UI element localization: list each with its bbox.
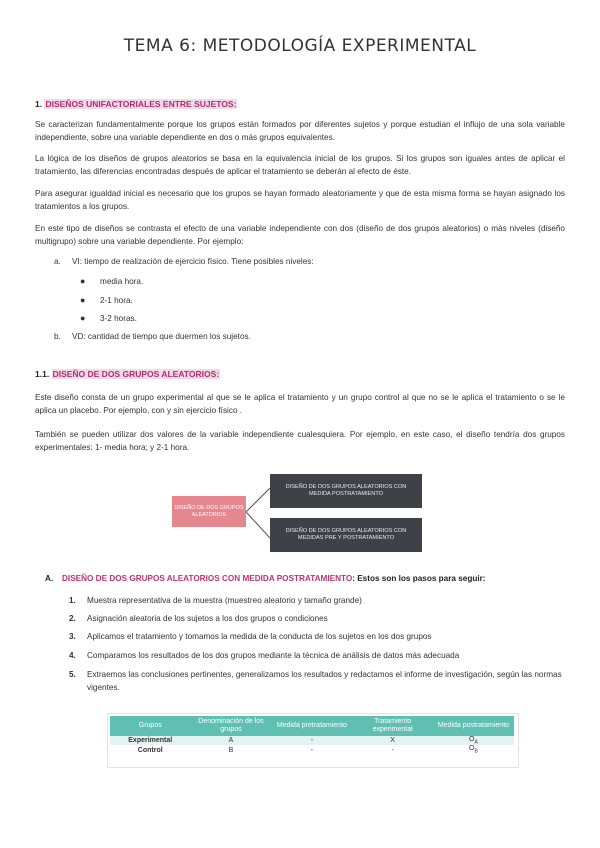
table-cell: - (352, 745, 433, 754)
table-header-cell: Medida pretratamiento (271, 716, 352, 736)
section-1-1-heading (35, 369, 220, 379)
measure-symbol: O (469, 736, 475, 743)
section-1-1-paragraph-1: Este diseño consta de un grupo experimental al que se le aplica el tratamiento y un grupo control al que no se le aplica el tratamiento o se le aplica un placebo. Por ejemplo, con y sin ejercicio físico . (35, 393, 565, 415)
step-item (69, 630, 569, 643)
section-1-paragraph-3: Para asegurar igualdad inicial es necesario que los grupos se hayan formado aleatoriamente y que de esta misma forma se hayan asignado los tratamientos a los grupos. (35, 189, 565, 211)
measure-symbol: O (469, 745, 475, 753)
list-item-b (54, 332, 251, 341)
step-number: 2. (69, 614, 76, 623)
list-item-text: VD: cantidad de tiempo que duermen los sujetos. (72, 332, 251, 341)
section-1-number: 1. (35, 99, 43, 109)
step-number: 1. (69, 596, 76, 605)
bullet-text: 2-1 hora. (100, 296, 133, 305)
bullet-icon: ● (80, 295, 86, 305)
list-item-a (54, 257, 314, 266)
list-marker: b. (54, 332, 61, 341)
bullet-text: media hora. (100, 277, 144, 286)
step-number: 3. (69, 632, 76, 641)
section-1-1-number: 1.1. (35, 369, 50, 379)
table-row (110, 745, 514, 754)
table-header-cell: Denominación de los grupos (191, 716, 272, 736)
section-1-1-title: DISEÑO DE DOS GRUPOS ALEATORIOS: (52, 369, 220, 379)
section-1-paragraph-4: En este tipo de diseños se contrasta el efecto de una variable independiente con dos (diseño de dos grupos aleatorios) o más niveles (diseño multigrupo) sobre una variable dependiente. Por ejemplo: (35, 224, 565, 246)
list-marker: a. (54, 257, 61, 266)
subsection-a-marker: A. (45, 574, 54, 583)
step-item (69, 649, 569, 662)
table-cell: Control (110, 745, 191, 754)
table-cell: B (191, 745, 272, 754)
bullet-text: 3-2 horas. (100, 314, 137, 323)
step-text: Muestra representativa de la muestra (muestreo aleatorio y tamaño grande) (87, 596, 362, 605)
measure-subscript: B (474, 748, 478, 755)
table-row (110, 736, 514, 745)
list-item-text: VI: tiempo de realización de ejercicio físico. Tiene posibles niveles: (72, 257, 314, 266)
bullet-item (80, 295, 133, 305)
table-cell (433, 745, 514, 754)
diagram-branch-bottom: DISEÑO DE DOS GRUPOS ALEATORIOS CON MEDIDAS PRE Y POSTRATAMIENTO (270, 518, 422, 552)
section-1-1-paragraph-2: También se pueden utilizar dos valores de la variable independiente cualesquiera. Por ejemplo, en este caso, el diseño tendría dos grupos experimentales: 1- media hora; y 2-1 hora. (35, 430, 565, 452)
diagram-root-node: DISEÑO DE DOS GRUPOS ALEATORIOS (172, 496, 246, 527)
step-item (69, 612, 569, 625)
diagram-branch-top: DISEÑO DE DOS GRUPOS ALEATORIOS CON MEDIDA POSTRATAMIENTO (270, 474, 422, 508)
table-cell (433, 736, 514, 745)
subsection-a-title: DISEÑO DE DOS GRUPOS ALEATORIOS CON MEDIDA POSTRATAMIENTO (62, 574, 353, 583)
measure-subscript: A (474, 739, 478, 746)
step-text: Asignación aleatoria de los sujetos a los dos grupos o condiciones (87, 614, 328, 623)
table-cell: - (271, 736, 352, 745)
table-cell: A (191, 736, 272, 745)
table-header-row (110, 716, 514, 736)
section-1-heading (35, 99, 237, 109)
page-title: TEMA 6: METODOLOGÍA EXPERIMENTAL (123, 36, 477, 56)
table-cell: - (271, 745, 352, 754)
section-1-paragraph-2: La lógica de los diseños de grupos aleatorios se basa en la equivalencia inicial de los grupos. Si los grupos son iguales antes de aplicar el tratamiento, las diferencias encontradas después de aplicar el tratamiento se deberán al efecto de éste. (35, 154, 565, 176)
design-table (110, 716, 514, 755)
step-text: Comparamos los resultados de los dos grupos mediante la técnica de análisis de datos más adecuada (87, 651, 460, 660)
section-1-paragraph-1: Se caracterizan fundamentalmente porque los grupos están formados por diferentes sujetos y porque estudian el influjo de una sola variable independiente, sobre una variable dependiente en dos o más grupos equivalentes. (35, 120, 565, 142)
table-header-cell: Grupos (110, 716, 191, 736)
step-number: 4. (69, 651, 76, 660)
subsection-a-heading (45, 574, 486, 583)
section-1-title: DISEÑOS UNIFACTORIALES ENTRE SUJETOS: (45, 99, 237, 109)
step-text: Aplicamos el tratamiento y tomamos la medida de la conducta de los sujetos en los dos grupos (87, 632, 432, 641)
step-item (69, 594, 569, 607)
step-item (69, 668, 569, 694)
table-cell: Experimental (110, 736, 191, 745)
bullet-item (80, 313, 137, 323)
bullet-item (80, 276, 143, 286)
bullet-icon: ● (80, 313, 86, 323)
step-number: 5. (69, 670, 76, 679)
table-cell: X (352, 736, 433, 745)
subsection-a-suffix: : Estos son los pasos para seguir: (352, 574, 486, 583)
table-header-cell: Medida postratamiento (433, 716, 514, 736)
table-header-cell: Tratamiento experimental (352, 716, 433, 736)
bullet-icon: ● (80, 276, 86, 286)
step-text: Extraemos las conclusiones pertinentes, generalizamos los resultados y redactamos el informe de investigación, según las normas vigentes. (87, 670, 562, 692)
